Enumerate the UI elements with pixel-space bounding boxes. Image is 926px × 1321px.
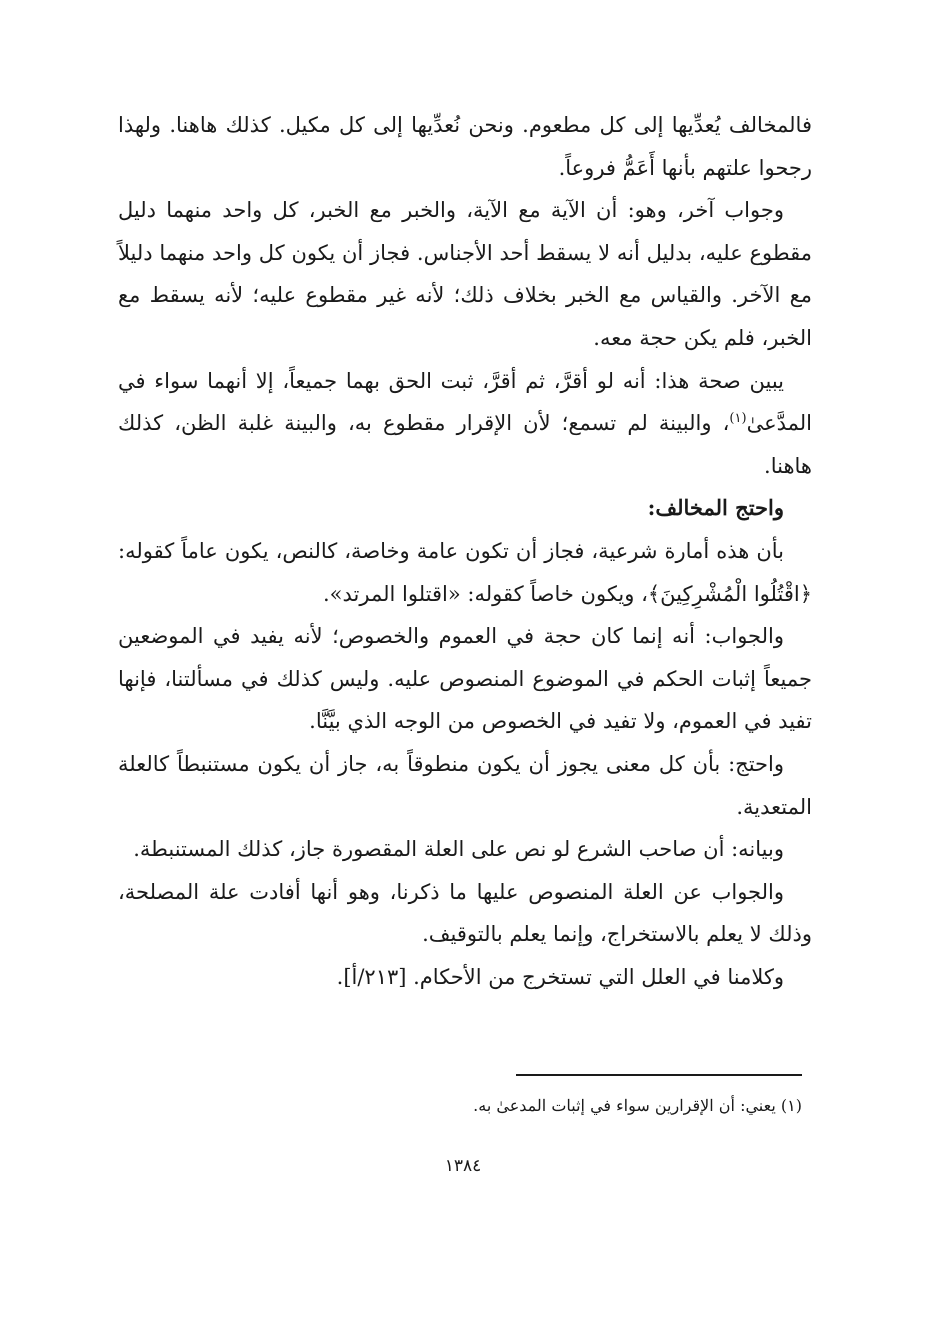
footnote-text: يعني: أن الإقرارين سواء في إثبات المدعىٰ به.: [473, 1096, 776, 1115]
paragraph-9: والجواب عن العلة المنصوص عليها ما ذكرنا، وهو أنها أفادت علة المصلحة، وذلك لا يعلم بالاستخراج، وإنما يعلم بالتوقيف.: [118, 879, 812, 947]
footnote: [300, 1092, 802, 1120]
paragraph-5: بأن هذه أمارة شرعية، فجاز أن تكون عامة وخاصة، كالنص، يكون عاماً كقوله: ﴿اقْتُلُوا الْمُشْرِكِينَ﴾، ويكون خاصاً كقوله: «اقتلوا المرتد».: [118, 538, 812, 606]
page-number: ١٣٨٤: [444, 1156, 482, 1176]
main-text: [118, 104, 812, 998]
paragraph-3-start: يبين صحة هذا: أنه لو أقرَّ، ثم أقرَّ، ثبت الحق بهما جميعاً، إلا أنهما سواء في المدَّعىٰ: [118, 368, 812, 436]
paragraph-6: والجواب: أنه إنما كان حجة في العموم والخصوص؛ لأنه يفيد في الموضعين جميعاً إثبات الحكم في الموضوع المنصوص عليه. وليس كذلك في مسألتنا، فإنها تفيد في العموم، ولا تفيد في الخصوص من الوجه الذي بيَّنَّا.: [118, 624, 812, 734]
footnote-marker: (١): [780, 1096, 802, 1115]
paragraph-8: وبيانه: أن صاحب الشرع لو نص على العلة المقصورة جاز، كذلك المستنبطة.: [133, 837, 784, 862]
paragraph-3-end: ، والبينة لم تسمع؛ لأن الإقرار مقطوع به، والبينة غلبة الظن، كذلك هاهنا.: [118, 411, 812, 478]
footnote-reference[interactable]: (١): [729, 411, 747, 427]
paragraph-2: وجواب آخر، وهو: أن الآية مع الآية، والخبر مع الخبر، كل واحد منهما دليل مقطوع عليه، بدليل أنه لا يسقط أحد الأجناس. فجاز أن يكون كل واحد منهما دليلاً مع الآخر. والقياس مع الخبر بخلاف ذلك؛ لأنه غير مقطوع عليه؛ لأنه يسقط مع الخبر، فلم يكن حجة معه.: [118, 198, 812, 350]
paragraph-3: [118, 360, 812, 488]
paragraph-1: فالمخالف يُعدِّيها إلى كل مطعوم. ونحن نُعدِّيها إلى كل مكيل. كذلك هاهنا. ولهذا رجحوا علتهم بأنها أَعَمُّ فروعاً.: [118, 113, 812, 180]
section-heading: واحتج المخالف:: [647, 495, 784, 521]
paragraph-10: وكلامنا في العلل التي تستخرج من الأحكام. [٢١٣/أ].: [336, 964, 784, 989]
paragraph-7: واحتج: بأن كل معنى يجوز أن يكون منطوقاً به، جاز أن يكون مستنبطاً كالعلة المتعدية.: [118, 751, 812, 819]
footnote-divider: [516, 1074, 802, 1076]
